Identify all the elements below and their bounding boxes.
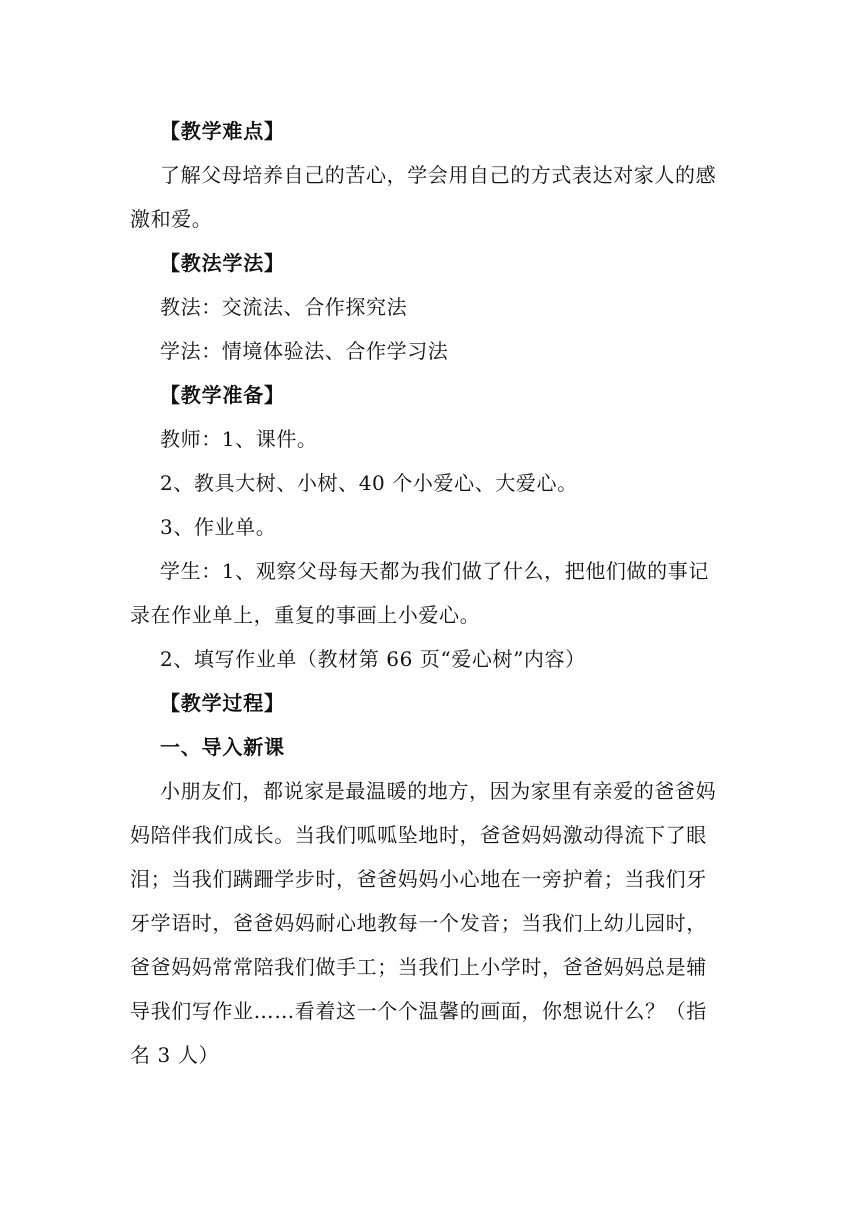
paragraph-line: 名 3 人） — [130, 1043, 220, 1067]
paragraph-line: 教师：1、课件。 — [160, 427, 318, 451]
paragraph-line: 牙学语时，爸爸妈妈耐心地教每一个发音；当我们上幼儿园时， — [130, 911, 707, 935]
paragraph-line: 导我们写作业……看着这一个个温馨的画面，你想说什么？（指 — [130, 999, 707, 1023]
paragraph-line: 爸爸妈妈常常陪我们做手工；当我们上小学时，爸爸妈妈总是辅 — [130, 955, 707, 979]
paragraph-line: 小朋友们，都说家是最温暖的地方，因为家里有亲爱的爸爸妈 — [160, 779, 717, 803]
paragraph-line: 3、作业单。 — [160, 515, 277, 539]
paragraph-line: 妈陪伴我们成长。当我们呱呱坠地时，爸爸妈妈激动得流下了眼 — [130, 823, 707, 847]
section-heading-methods: 【教法学法】 — [160, 251, 285, 275]
subheading-introduction: 一、导入新课 — [160, 735, 285, 759]
paragraph-line: 激和爱。 — [130, 207, 213, 231]
paragraph-line: 2、填写作业单（教材第 66 页“爱心树”内容） — [160, 647, 586, 671]
paragraph-line: 2、教具大树、小树、40 个小爱心、大爱心。 — [160, 471, 578, 495]
paragraph-line: 学生：1、观察父母每天都为我们做了什么，把他们做的事记 — [160, 559, 709, 583]
section-heading-process: 【教学过程】 — [160, 691, 285, 715]
paragraph-line: 了解父母培养自己的苦心，学会用自己的方式表达对家人的感 — [160, 163, 717, 187]
paragraph-line: 录在作业单上，重复的事画上小爱心。 — [130, 603, 481, 627]
paragraph-line: 教法：交流法、合作探究法 — [160, 295, 408, 319]
paragraph-line: 泪；当我们蹒跚学步时，爸爸妈妈小心地在一旁护着；当我们牙 — [130, 867, 707, 891]
paragraph-line: 学法：情境体验法、合作学习法 — [160, 339, 449, 363]
document-body — [130, 109, 730, 1077]
section-heading-difficulty: 【教学难点】 — [160, 119, 285, 143]
section-heading-preparation: 【教学准备】 — [160, 383, 285, 407]
